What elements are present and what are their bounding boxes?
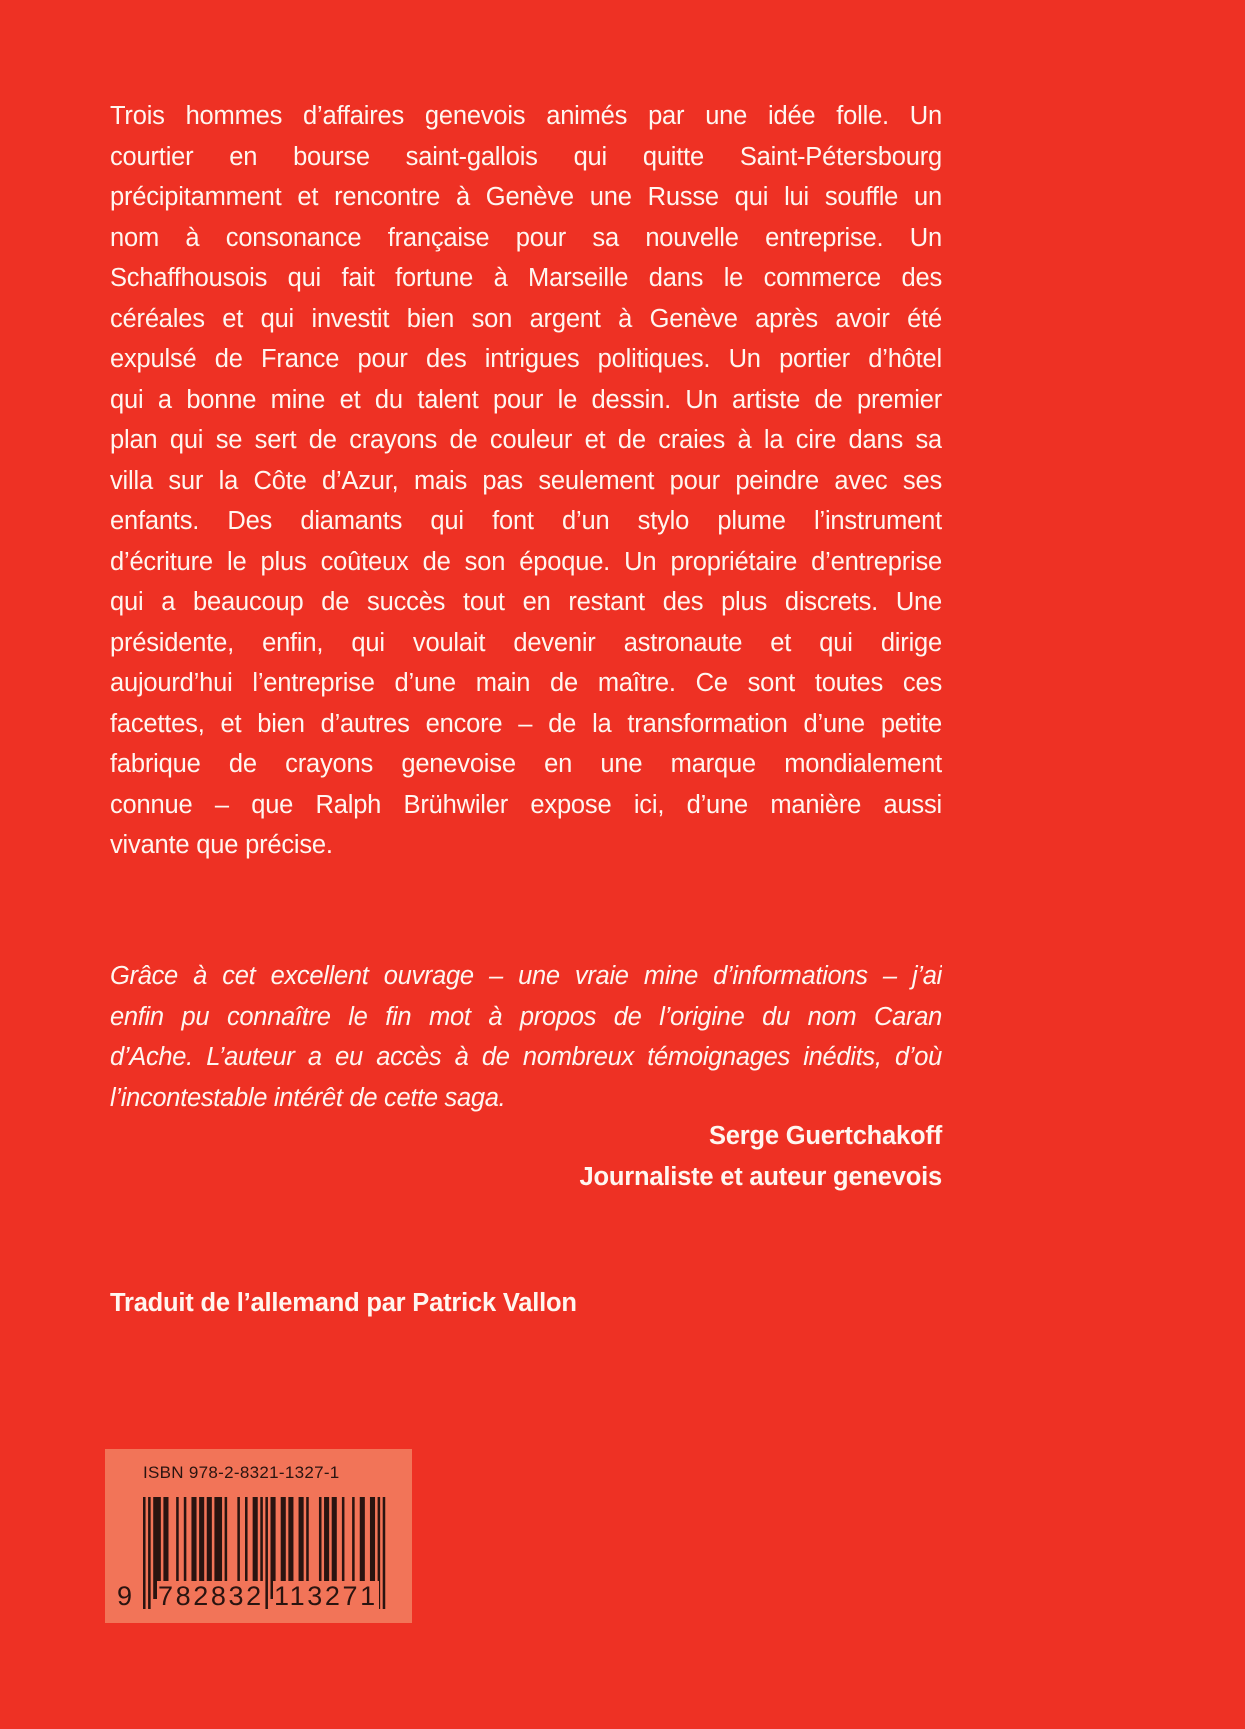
ean-left-digits: 782832 <box>158 1581 264 1611</box>
isbn-barcode <box>105 1449 412 1623</box>
barcode-guard-bar <box>265 1497 268 1609</box>
quote-attribution <box>580 1116 942 1197</box>
blurb-line: expulsé de France pour des intrigues politiques. Un portier d’hôtel <box>110 345 942 373</box>
ean-right-digits: 113271 <box>274 1581 378 1611</box>
blurb-line: fabrique de crayons genevoise en une marque mondialement <box>110 750 942 778</box>
blurb-line: facettes, et bien d’autres encore – de la transformation d’une petite <box>110 709 942 738</box>
blurb-line: connue – que Ralph Brühwiler expose ici, d’une manière aussi <box>110 790 942 819</box>
blurb-line: céréales et qui investit bien son argent à Genève après avoir été <box>110 304 942 333</box>
blurb-line: Schaffhousois qui fait fortune à Marseille dans le commerce des <box>110 264 942 292</box>
quote-author: Serge Guertchakoff <box>708 1122 942 1150</box>
quote-line: l’incontestable intérêt de cette saga. <box>110 1083 506 1112</box>
barcode-guard-bar <box>143 1497 146 1609</box>
blurb-line: qui a bonne mine et du talent pour le dessin. Un artiste de premier <box>110 385 942 414</box>
blurb-line: précipitamment et rencontre à Genève une Russe qui lui souffle un <box>110 183 942 211</box>
ean-first-digit: 9 <box>117 1581 133 1611</box>
quote-line: Grâce à cet excellent ouvrage – une vraie mine d’informations – j’ai <box>110 962 942 990</box>
book-blurb <box>110 96 942 866</box>
blurb-line: vivante que précise. <box>110 831 333 859</box>
quote-line: enfin pu connaître le fin mot à propos de l’origine du nom Caran <box>110 1002 942 1031</box>
blurb-line: enfants. Des diamants qui font d’un stylo plume l’instrument <box>110 507 942 535</box>
translator-credit: Traduit de l’allemand par Patrick Vallon <box>110 1289 577 1317</box>
isbn-label: ISBN 978-2-8321-1327-1 <box>143 1463 340 1482</box>
blurb-line: Trois hommes d’affaires genevois animés par une idée folle. Un <box>110 102 942 130</box>
blurb-line: d’écriture le plus coûteux de son époque. Un propriétaire d’entreprise <box>110 547 942 576</box>
blurb-line: aujourd’hui l’entreprise d’une main de maître. Ce sont toutes ces <box>110 669 942 697</box>
review-quote <box>110 956 942 1118</box>
quote-author-role: Journaliste et auteur genevois <box>579 1162 942 1191</box>
barcode-guard-bar <box>148 1497 151 1609</box>
quote-line: d’Ache. L’auteur a eu accès à de nombreux témoignages inédits, d’où <box>110 1043 942 1071</box>
barcode-guard-bar <box>383 1497 386 1609</box>
blurb-line: présidente, enfin, qui voulait devenir astronaute et qui dirige <box>110 628 942 657</box>
blurb-line: courtier en bourse saint-gallois qui quitte Saint-Pétersbourg <box>110 142 942 171</box>
blurb-line: villa sur la Côte d’Azur, mais pas seulement pour peindre avec ses <box>110 466 942 495</box>
blurb-line: plan qui se sert de crayons de couleur et de craies à la cire dans sa <box>110 426 942 454</box>
blurb-line: nom à consonance française pour sa nouvelle entreprise. Un <box>110 223 942 252</box>
blurb-line: qui a beaucoup de succès tout en restant des plus discrets. Une <box>110 588 942 616</box>
